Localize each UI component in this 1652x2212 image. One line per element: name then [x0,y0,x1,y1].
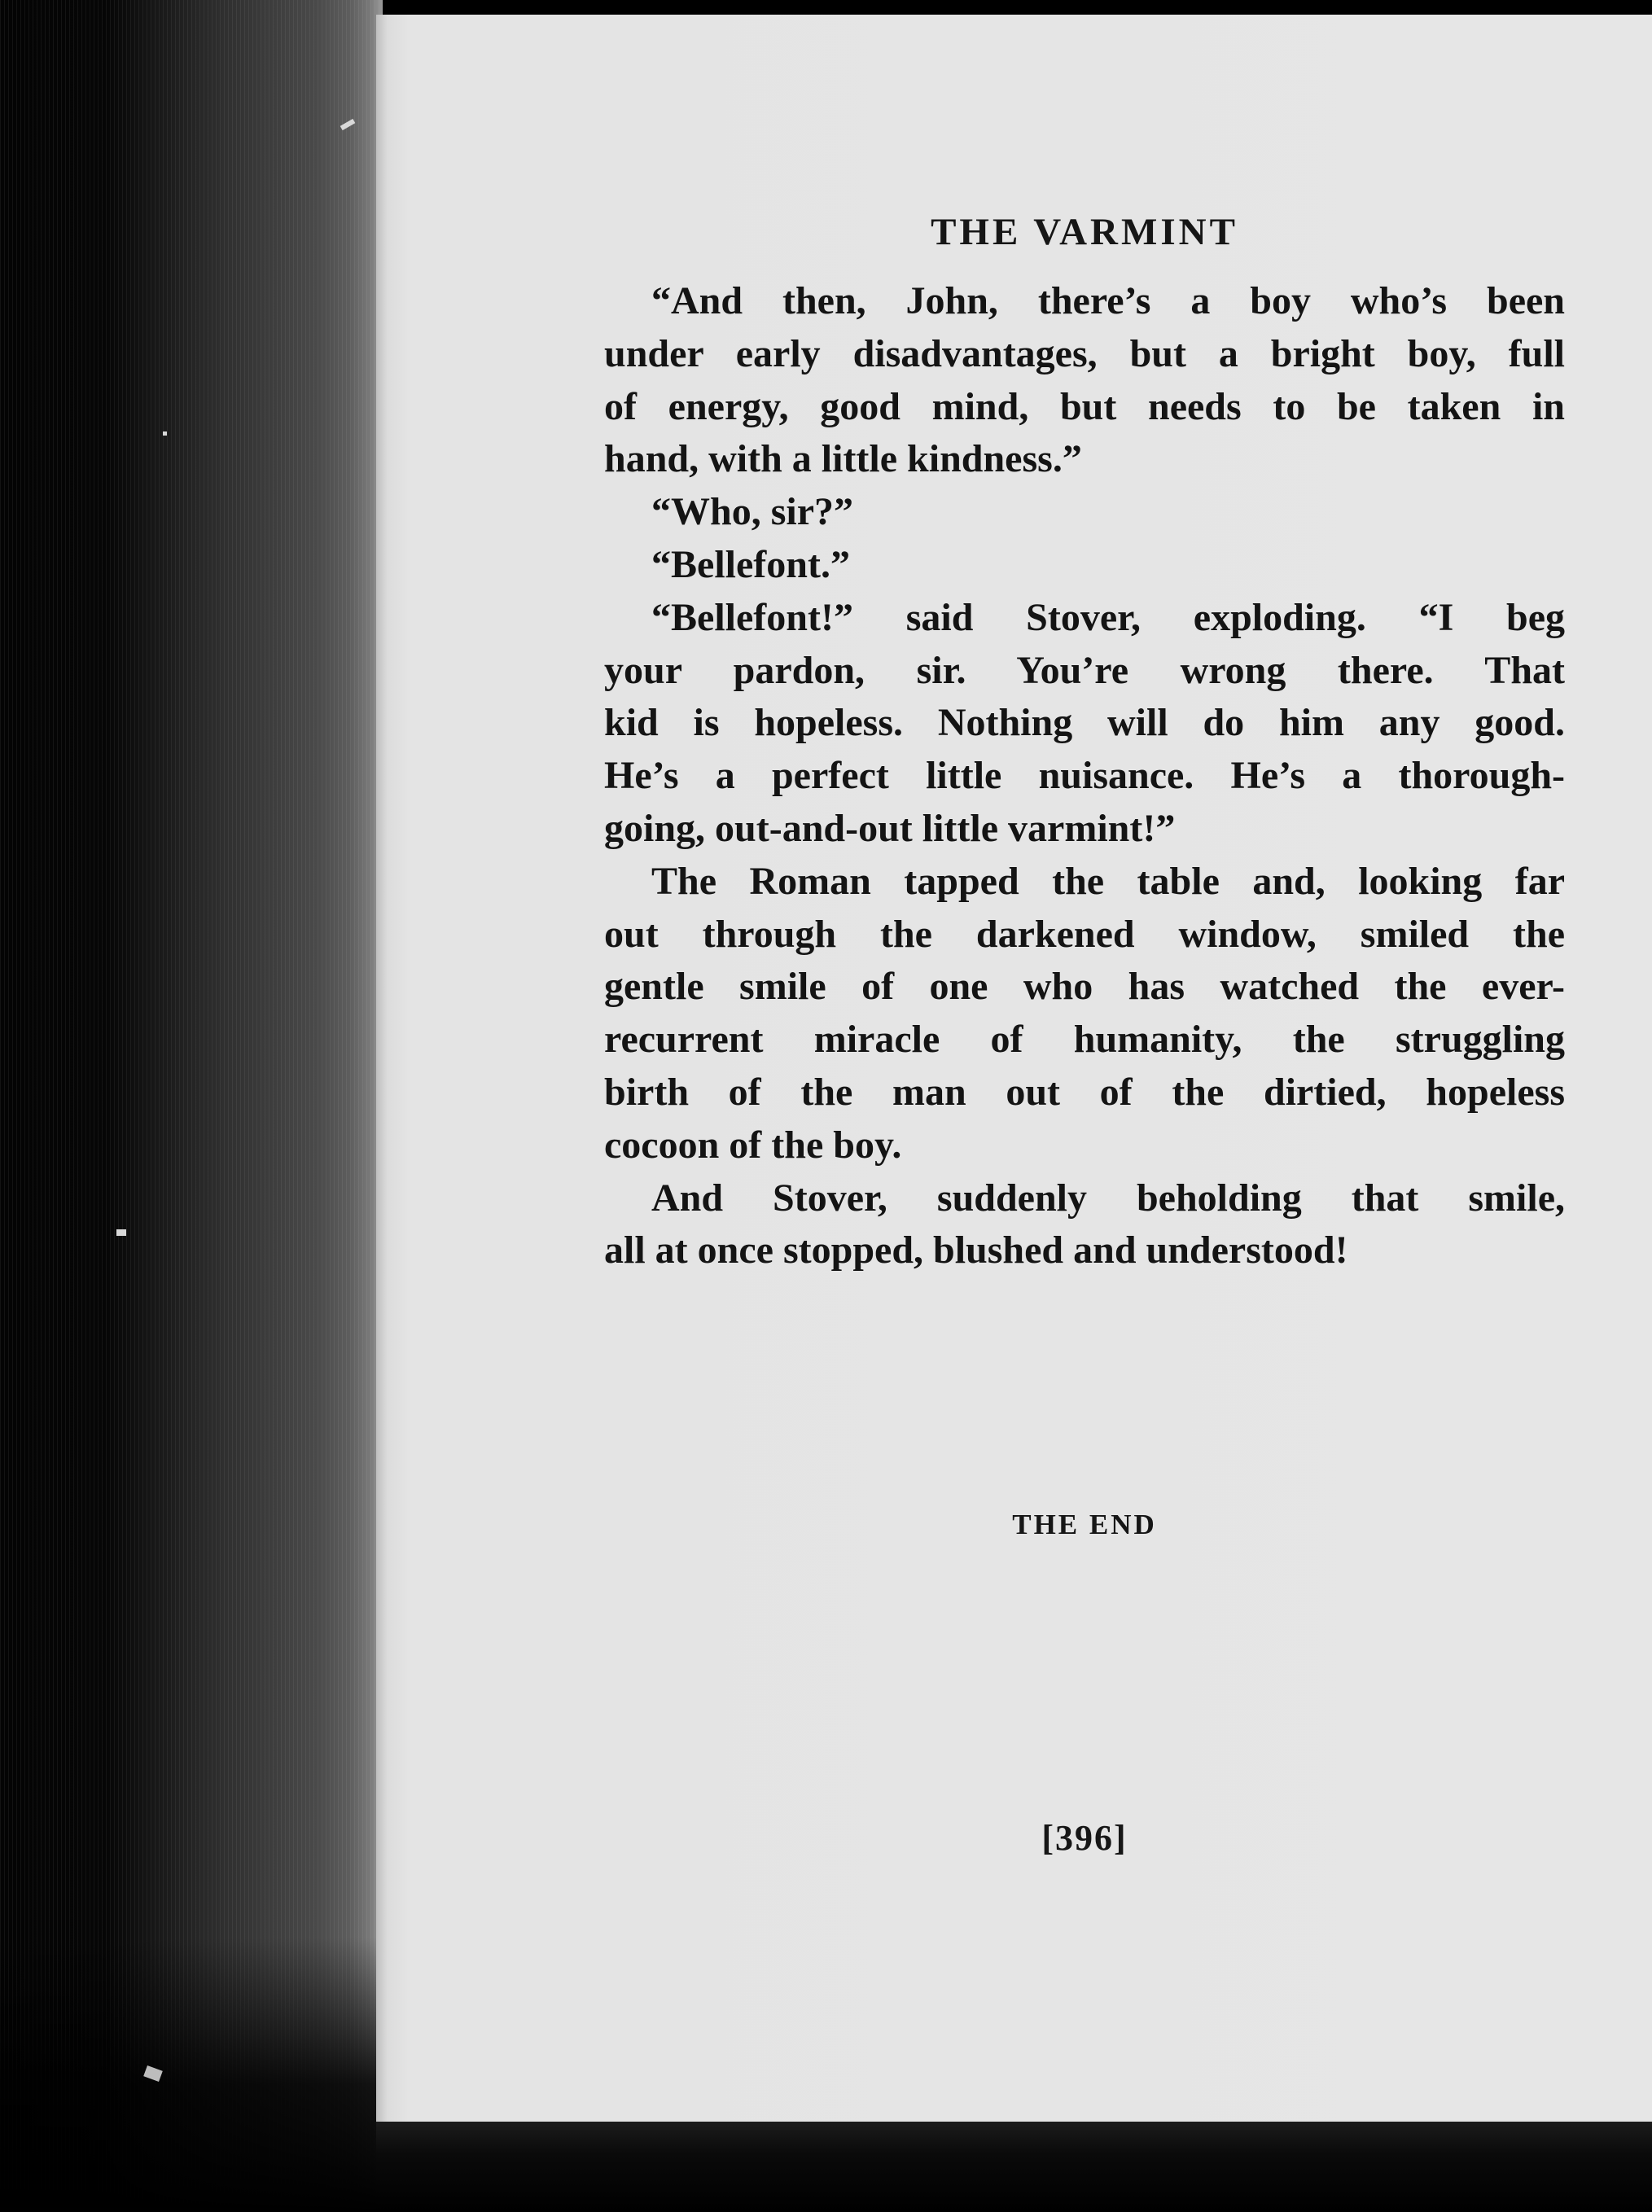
text-line: under early disadvantages, but a bright boy, full [604,331,1565,375]
text-line: cocoon of the boy. [604,1123,902,1167]
text-line: going, out-and-out little varmint!” [604,806,1176,850]
text-line: And Stover, suddenly beholding that smile, [651,1176,1565,1220]
paragraph [604,539,1565,592]
running-head: THE VARMINT [931,211,1238,253]
paragraph [604,275,1565,486]
page-bottom-shadow [376,2122,1652,2212]
text-line: The Roman tapped the table and, looking far [651,859,1565,903]
dust-speck [116,1229,126,1236]
text-line: birth of the man out of the dirtied, hopeless [604,1070,1565,1114]
paragraph [604,856,1565,1172]
paragraph [604,1172,1565,1278]
text-line: “Bellefont!” said Stover, exploding. “I beg [651,595,1565,639]
the-end-label: THE END [1012,1509,1157,1540]
page-number: [396] [1041,1818,1128,1858]
text-line: your pardon, sir. You’re wrong there. That [604,648,1565,692]
spine-bottom-shadow [0,1938,383,2212]
paragraph [604,486,1565,539]
text-line: “Who, sir?” [651,490,854,534]
dust-speck [163,431,167,436]
body-text [604,275,1565,1277]
text-line: “And then, John, there’s a boy who’s been [651,279,1565,322]
text-line: He’s a perfect little nuisance. He’s a thorough- [604,754,1565,798]
text-line: recurrent miracle of humanity, the struggling [604,1018,1565,1062]
text-line: kid is hopeless. Nothing will do him any good. [604,701,1565,745]
text-line: “Bellefont.” [651,542,850,586]
text-line: gentle smile of one who has watched the ever- [604,965,1565,1009]
paragraph [604,592,1565,856]
text-line: all at once stopped, blushed and understood! [604,1229,1348,1272]
text-line: of energy, good mind, but needs to be taken in [604,384,1565,428]
book-spine-edge [0,0,383,2212]
text-line: out through the darkened window, smiled the [604,912,1565,956]
text-line: hand, with a little kindness.” [604,437,1082,481]
